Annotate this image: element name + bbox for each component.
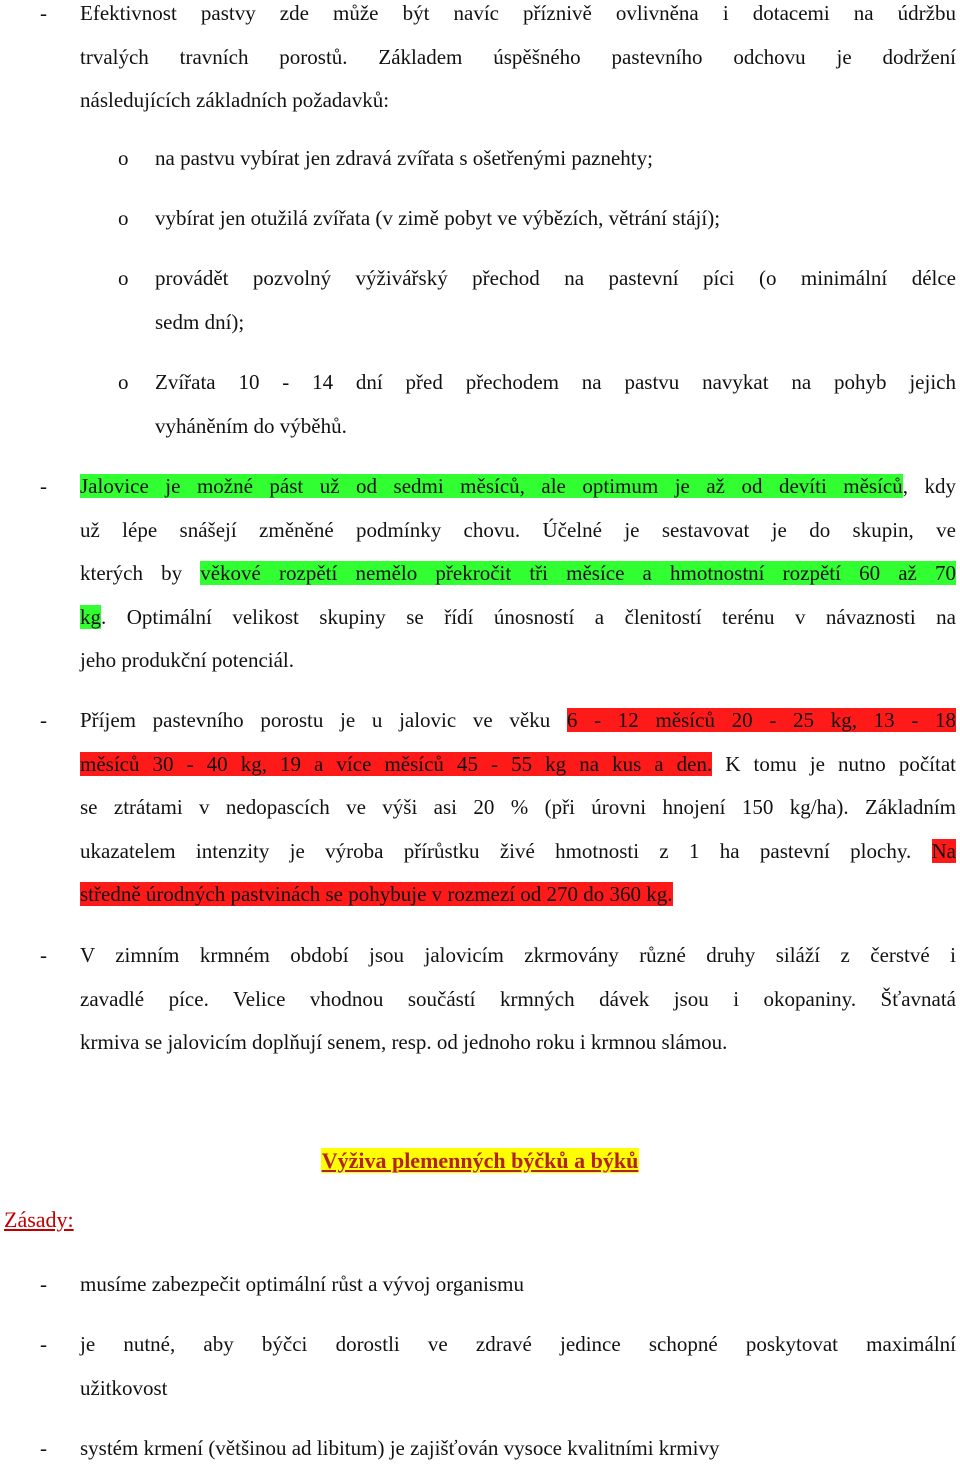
paragraph-text <box>80 699 956 917</box>
text-line <box>80 465 956 509</box>
highlight-red: středně úrodných pastvinách se pohybuje v rozmezí od 270 do 360 kg. <box>80 882 673 906</box>
list-item-text <box>80 1323 956 1410</box>
text-run: Příjem pastevního porostu je u jalovic ve věku <box>80 708 567 732</box>
text-line <box>80 873 956 917</box>
paragraph-text <box>80 0 956 123</box>
section-heading <box>0 1148 960 1174</box>
text-run: , kdy <box>902 474 957 498</box>
text-line: provádět pozvolný výživářský přechod na pastevní píci (o minimální délce <box>155 266 956 290</box>
sub-item-text <box>155 257 956 344</box>
text-run: ukazatelem intenzity je výroba přírůstku živé hmotnosti z 1 ha pastevní plochy. <box>80 838 932 863</box>
paragraph-text <box>80 465 956 683</box>
sub-item-text: na pastvu vybírat jen zdravá zvířata s ošetřenými paznehty; <box>155 146 653 170</box>
text-run: . Optimální velikost skupiny se řídí únosností a členitostí terénu v návaznosti na <box>101 604 956 629</box>
text-line: je nutné, aby býčci dorostli ve zdravé jedince schopné poskytovat maximální <box>80 1332 956 1356</box>
list-item-text: systém krmení (většinou ad libitum) je zajišťován vysoce kvalitními krmivy <box>80 1436 720 1460</box>
text-line: už lépe snášejí změněné podmínky chovu. Účelné je sestavovat je do skupin, ve <box>80 517 956 542</box>
text-line: trvalých travních porostů. Základem úspěšného pastevního odchovu je dodržení <box>80 44 956 69</box>
text-line <box>80 596 956 640</box>
highlight-green: věkové rozpětí nemělo překročit tři měsíce a hmotnostní rozpětí 60 až 70 <box>200 561 956 585</box>
dash-marker: - <box>40 1436 47 1460</box>
sub-item-text: vybírat jen otužilá zvířata (v zimě pobyt ve výbězích, větrání stájí); <box>155 206 721 230</box>
text-run: kterých by <box>80 561 201 585</box>
dash-marker: - <box>40 1 47 25</box>
text-line: vyháněním do výběhů. <box>155 413 347 438</box>
text-line: V zimním krmném období jsou jalovicím zkrmovány různé druhy siláží z čerstvé i <box>80 943 956 967</box>
highlight-red: Na <box>931 838 956 863</box>
text-line <box>80 552 956 596</box>
highlight-green: kg <box>80 604 101 629</box>
text-line: zavadlé píce. Velice vhodnou součástí krmných dávek jsou i okopaniny. Šťavnatá <box>80 986 956 1011</box>
dash-marker: - <box>40 1332 47 1356</box>
highlight-red: měsíců 30 - 40 kg, 19 a více měsíců 45 - 55 kg na kus a den. <box>80 751 713 776</box>
text-line: se ztrátami v nedopascích ve výši asi 20 % (při úrovni hnojení 150 kg/ha). Základním <box>80 795 956 819</box>
bullet-marker: o <box>118 146 129 170</box>
bullet-marker: o <box>118 370 129 394</box>
zasady-label: Zásady: <box>4 1207 74 1232</box>
text-line <box>80 699 956 743</box>
text-line: užitkovost <box>80 1375 168 1400</box>
bullet-marker: o <box>118 206 129 230</box>
text-line <box>80 830 956 874</box>
list-item-text: musíme zabezpečit optimální růst a vývoj organismu <box>80 1272 525 1296</box>
text-run: K tomu je nutno počítat <box>712 751 956 776</box>
dash-marker: - <box>40 708 47 732</box>
text-line: Efektivnost pastvy zde může být navíc příznivě ovlivněna i dotacemi na údržbu <box>80 1 956 25</box>
text-line: následujících základních požadavků: <box>80 88 390 112</box>
text-line: Zvířata 10 - 14 dní před přechodem na pastvu navykat na pohyb jejich <box>155 370 956 394</box>
heading-text: Výživa plemenných býčků a býků <box>321 1148 639 1173</box>
highlight-green: Jalovice je možné pást už od sedmi měsíců, ale optimum je až od devíti měsíců <box>80 474 903 498</box>
dash-marker: - <box>40 943 47 967</box>
text-line: jeho produkční potenciál. <box>80 648 295 672</box>
highlight-red: 6 - 12 měsíců 20 - 25 kg, 13 - 18 <box>566 708 957 732</box>
text-line: sedm dní); <box>155 309 245 334</box>
text-line <box>80 743 956 787</box>
bullet-marker: o <box>118 266 129 290</box>
sub-item-text <box>155 361 956 448</box>
paragraph-text <box>80 934 956 1065</box>
text-line: krmiva se jalovicím doplňují senem, resp. od jednoho roku i krmnou slámou. <box>80 1030 728 1054</box>
dash-marker: - <box>40 1272 47 1296</box>
dash-marker: - <box>40 474 47 498</box>
